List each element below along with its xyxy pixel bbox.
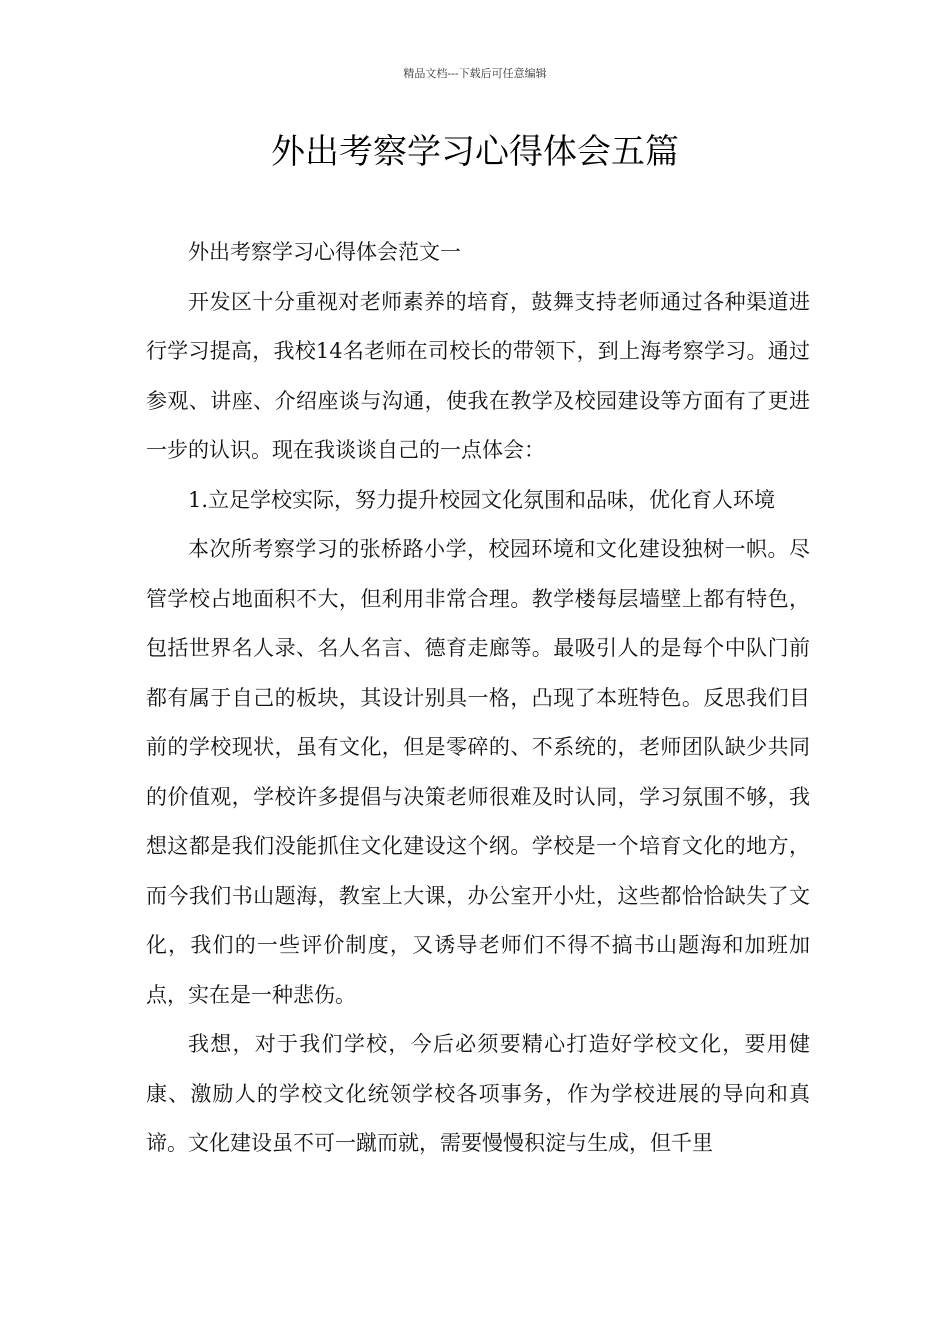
header-note: 精品文档---下载后可任意编辑 — [403, 67, 547, 80]
document-body — [146, 228, 810, 1169]
paragraph: 1.立足学校实际，努力提升校园文化氛围和品味，优化育人环境 — [188, 487, 776, 512]
paragraph: 开发区十分重视对老师素养的培育，鼓舞支持老师通过各种渠道进行学习提高，我校14名老师在司校长的带领下，到上海考察学习。通过参观、讲座、介绍座谈与沟通，使我在教学及校园建设等方面有了更进一步的认识。现在我谈谈自己的一点体会： — [146, 289, 810, 462]
document-title: 外出考察学习心得体会五篇 — [271, 132, 679, 172]
section-heading: 外出考察学习心得体会范文一 — [188, 240, 461, 264]
paragraph: 本次所考察学习的张桥路小学，校园环境和文化建设独树一帜。尽管学校占地面积不大，但利用非常合理。教学楼每层墙壁上都有特色，包括世界名人录、名人名言、德育走廊等。最吸引人的是每个中队门前都有属于自己的板块，其设计别具一格，凸现了本班特色。反思我们目前的学校现状，虽有文化，但是零碎的、不系统的，老师团队缺少共同的价值观，学校许多提倡与决策老师很难及时认同，学习氛围不够，我想这都是我们没能抓住文化建设这个纲。学校是一个培育文化的地方，而今我们书山题海，教室上大课，办公室开小灶，这些都恰恰缺失了文化，我们的一些评价制度，又诱导老师们不得不搞书山题海和加班加点，实在是一种悲伤。 — [146, 537, 810, 1007]
paragraph: 我想，对于我们学校，今后必须要精心打造好学校文化，要用健康、激励人的学校文化统领学校各项事务，作为学校进展的导向和真谛。文化建设虽不可一蹴而就，需要慢慢积淀与生成，但千里 — [146, 1032, 810, 1155]
